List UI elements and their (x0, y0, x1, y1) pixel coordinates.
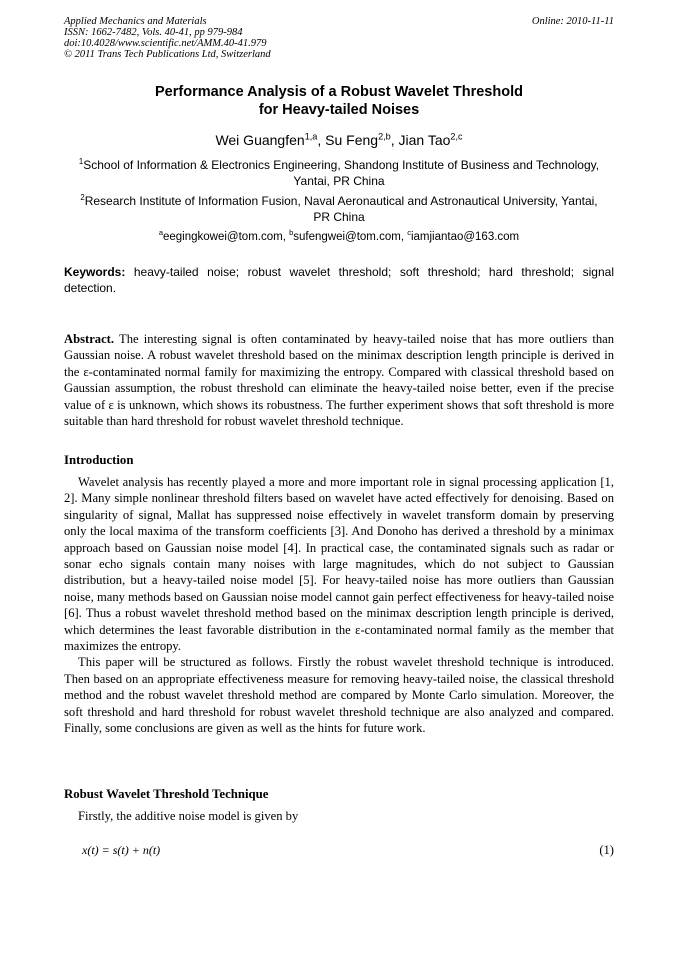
affiliation-sup: 1 (78, 157, 84, 166)
equation-number: (1) (599, 843, 614, 857)
author-name: Wei Guangfen (215, 132, 305, 148)
keywords (64, 264, 614, 296)
journal-name: Applied Mechanics and Materials (64, 16, 207, 27)
online-date: Online: 2010-11-11 (531, 16, 614, 27)
introduction-body (64, 474, 614, 737)
email-sup: a (158, 228, 163, 238)
email-link[interactable]: sufengwei@tom.com (293, 231, 401, 243)
title-line-1: Performance Analysis of a Robust Wavelet Threshold (155, 84, 523, 100)
author-name: Su Feng (325, 132, 379, 148)
author-list: Wei Guangfen$^{1,a}$, Su Feng$^{2,b}$, Jian Tao$^{2,c}$ (215, 131, 463, 148)
abstract (64, 331, 614, 429)
email-sup: c (407, 228, 411, 238)
email-list: $^a$eegingkowei@tom.com, $^b$sufengwei@tom.com, $^c$iamjiantao@163.com (158, 228, 520, 243)
email-sup: b (289, 228, 294, 238)
copyright-line: © 2011 Trans Tech Publications Ltd, Switzerland (64, 49, 271, 60)
affiliation-line: Yantai, PR China (293, 174, 385, 188)
section-heading-robust-wavelet: Robust Wavelet Threshold Technique (64, 787, 269, 801)
equation: x(t) = s(t) + n(t) (82, 843, 161, 857)
author-sup: 2,b (378, 131, 391, 142)
author-sup: 1,a (304, 131, 318, 142)
email-link[interactable]: iamjiantao@163.com (410, 231, 520, 243)
keywords-label: Keywords: (64, 265, 126, 279)
title-line-2: for Heavy-tailed Noises (258, 102, 420, 118)
affiliation-line: School of Information & Electronics Engineering, Shandong Institute of Business and Technology, (83, 158, 600, 172)
journal-header (64, 16, 271, 60)
paragraph: Firstly, the additive noise model is given by (78, 809, 299, 823)
doi-line: doi:10.4028/www.scientific.net/AMM.40-41.979 (64, 38, 267, 49)
email-link[interactable]: eegingkowei@tom.com (163, 231, 283, 243)
abstract-label: Abstract. (64, 332, 115, 346)
affiliation-2 (64, 193, 614, 225)
affiliation-sup: 2 (80, 193, 85, 202)
paragraph: Wavelet analysis has recently played a more and more important role in signal processing application [1, 2]. Many simple nonlinear threshold filters based on wavelet have acted effectively for denoising. Based on singularity of signal, Mallat has suppressed noise effectively in wavelet transform domain by preserving only the local maxima of the transform coefficients [3]. And Donoho has derived a threshold by a minimax approach based on Gaussian noise model [4]. In practical case, the contaminated signals such as radar or sonar echo signals contain many noises with large magnitudes, which do not subject to Gaussian distribution, but a heavy-tailed noise model [5]. For heavy-tailed noise has more outliers than Gaussian noise, many methods based on Gaussian noise model cannot gain perfect effectiveness for heavy-tailed noise [6]. Thus a robust wavelet threshold method based on the minimax description length principle is derived, which determines the least favorable distribution in the ε-contaminated normal family as the member that maximizes the entropy. (64, 475, 614, 654)
section-heading-introduction: Introduction (64, 453, 134, 467)
paragraph: This paper will be structured as follows. Firstly the robust wavelet threshold technique is introduced. Then based on an appropriate effectiveness measure for removing heavy-tailed noise, the classical threshold method and the robust wavelet threshold method are compared by Monte Carlo simulation. Moreover, the soft threshold and hard threshold for robust wavelet threshold technique are also analyzed and compared. Finally, some conclusions are given as well as the hints for future work. (64, 655, 614, 736)
affiliation-line: PR China (313, 210, 365, 224)
affiliation-line: Research Institute of Information Fusion, Naval Aeronautical and Astronautical University, Yantai, (84, 194, 598, 208)
abstract-text: The interesting signal is often contaminated by heavy-tailed noise that has more outliers than Gaussian noise. A robust wavelet threshold based on the minimax description length principle is derived in the ε-contaminated normal family for maximizing the entropy. Compared with classical threshold based on Gaussian assumption, the robust threshold can eliminate the heavy-tailed noise better, even if the precise value of ε is unknown, which shows its robustness. The further experiment shows that soft threshold is more suitable than hard threshold for robust wavelet threshold technique. (64, 332, 614, 429)
keywords-text: heavy-tailed noise; robust wavelet threshold; soft threshold; hard threshold; signal detection. (64, 265, 614, 295)
affiliation-1 (64, 157, 614, 189)
paper-title (64, 83, 614, 119)
author-sup: 2,c (450, 131, 463, 142)
issn-line: ISSN: 1662-7482, Vols. 40-41, pp 979-984 (64, 27, 243, 38)
author-name: Jian Tao (398, 132, 451, 148)
